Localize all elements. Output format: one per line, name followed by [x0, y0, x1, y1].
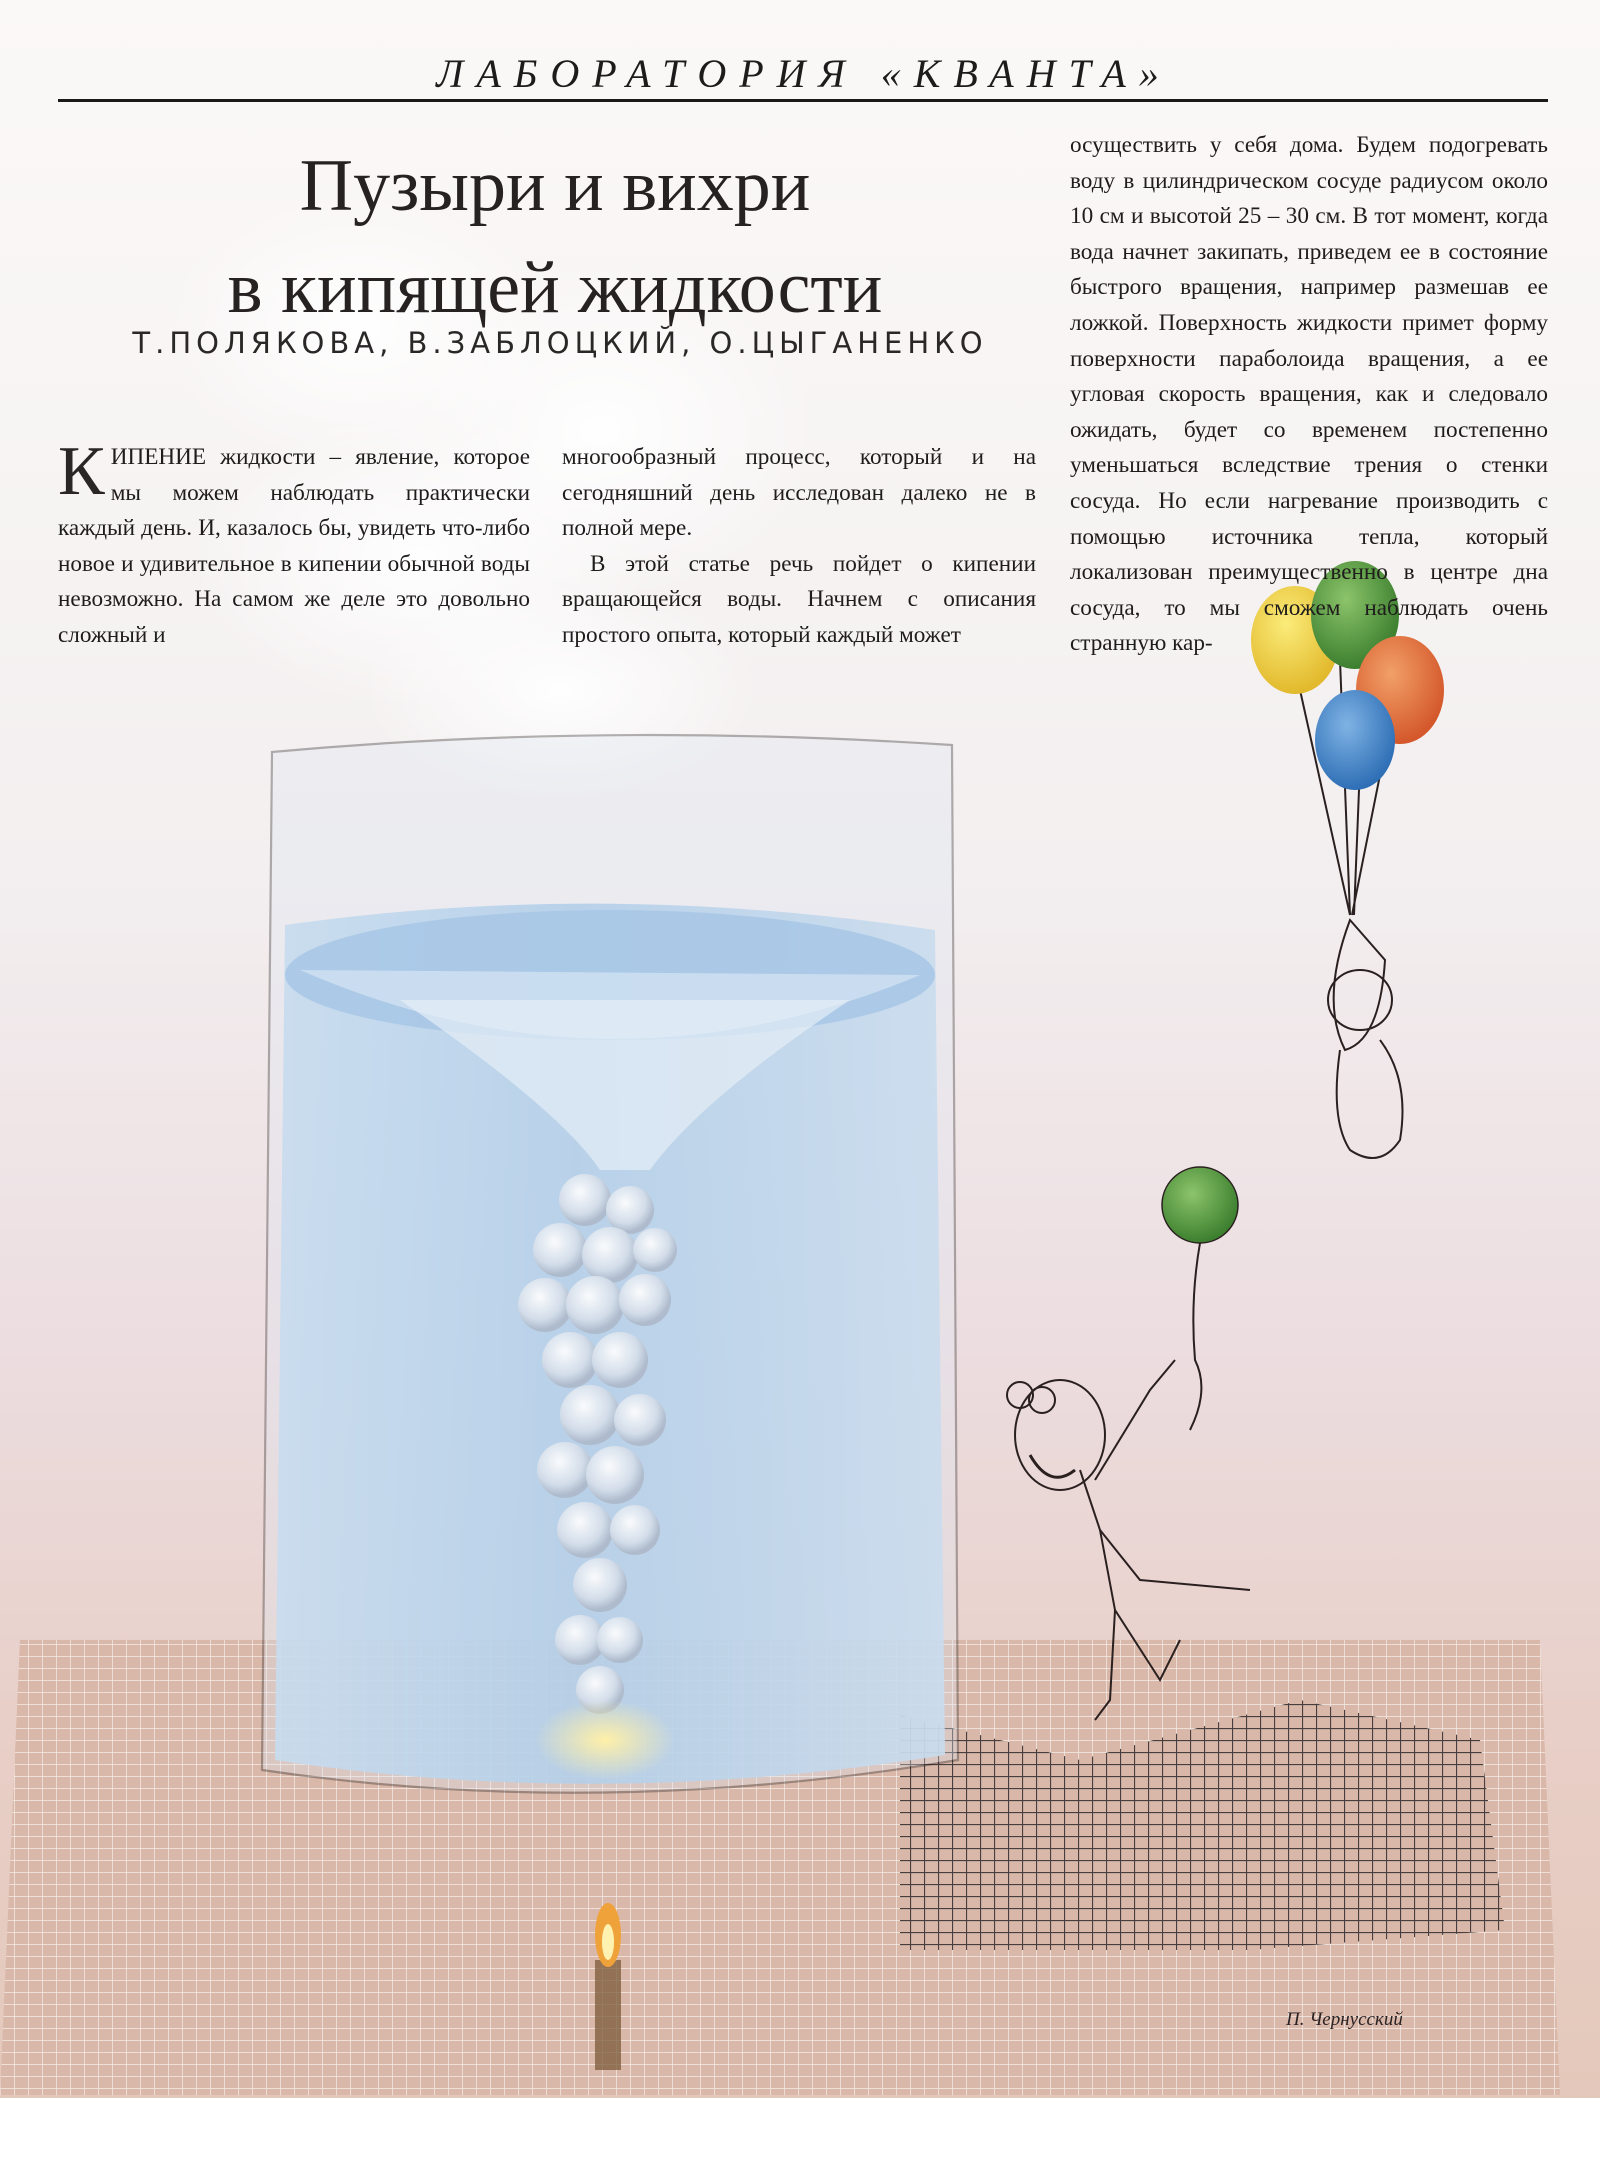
drop-cap: К: [58, 433, 105, 510]
title-line-2: в кипящей жидкости: [227, 247, 883, 329]
header-rule: [58, 99, 1548, 102]
text-column-3: [1070, 128, 1548, 662]
text-column-1: [58, 433, 530, 654]
text-column-2: [562, 440, 1036, 654]
title-line-1: Пузыри и вихри: [299, 145, 811, 227]
col2-paragraph-1: многообразный процесс, который и на сегодняшний день исследован далеко не в полной мере.: [562, 444, 1036, 542]
article-title: [140, 135, 970, 339]
candle: [595, 1903, 621, 2070]
article-authors: Т.ПОЛЯКОВА, В.ЗАБЛОЦКИЙ, О.ЦЫГАНЕНКО: [132, 326, 988, 360]
col1-paragraph-1: ИПЕНИЕ жидкости – явление, которое мы можем наблюдать практически каждый день. И, казалось бы, увидеть что-либо новое и удивительное в кипении обычной воды невозможно. На самом же деле это довольно сложный и: [58, 444, 530, 648]
artist-signature: П. Чернусский: [1286, 2009, 1403, 2030]
page-margin-bottom: [0, 2098, 1600, 2171]
section-header: ЛАБОРАТОРИЯ «КВАНТА»: [436, 51, 1172, 96]
col2-paragraph-2: В этой статье речь пойдет о кипении вращающейся воды. Начнем с описания простого опыта, который каждый может: [562, 550, 1036, 648]
man-with-balloon: [1007, 1167, 1250, 1720]
col3-paragraph-1: осуществить у себя дома. Будем подогревать воду в цилиндрическом сосуде радиусом около 10 см и высотой 25 – 30 см. В тот момент, когда вода начнет закипать, приведем ее в состояние быстрого вращения, например размешав ее ложкой. Поверхность жидкости примет форму поверхности параболоида вращения, а ее угловая скорость вращения, как и следовало ожидать, будет со временем постепенно уменьшаться вследствие трения о стенки сосуда. Но если нагревание производить с помощью источника тепла, который локализован преимущественно в центре дна сосуда, то мы сможем наблюдать очень странную кар-: [1070, 132, 1548, 657]
